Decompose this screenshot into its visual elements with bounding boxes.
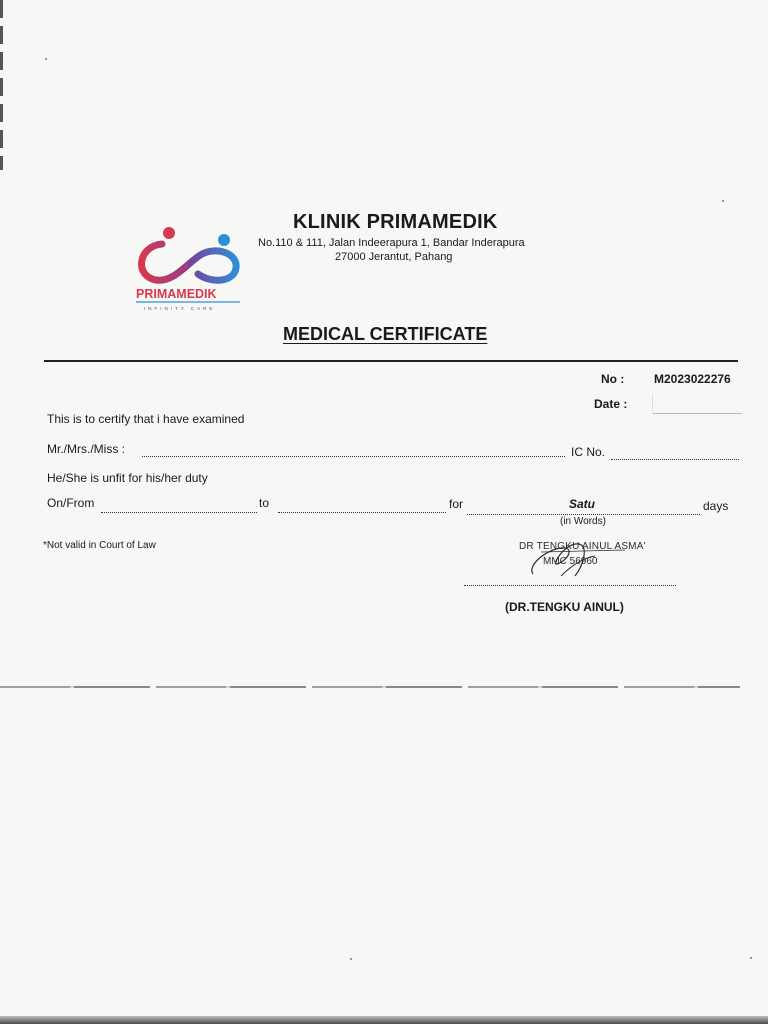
svg-text:PRIMAMEDIK: PRIMAMEDIK: [136, 287, 217, 301]
certificate-title: MEDICAL CERTIFICATE: [283, 324, 488, 344]
in-words-label: (in Words): [560, 516, 606, 527]
certificate-no-value: M2023022276: [654, 372, 731, 386]
ic-number-label: IC No.: [571, 445, 606, 459]
fold-line: [0, 686, 740, 688]
signature-stamp-name: DR TENGKU AINUL ASMA': [519, 541, 646, 552]
for-label: for: [449, 497, 464, 511]
to-date-field[interactable]: [278, 512, 446, 513]
ic-number-field[interactable]: [611, 459, 739, 460]
clinic-address-line2: 27000 Jerantut, Pahang: [335, 251, 453, 263]
certificate-no-label: No :: [601, 372, 625, 386]
date-field-edge: [652, 394, 653, 414]
patient-name-label: Mr./Mrs./Miss :: [47, 442, 125, 456]
disclaimer-text: *Not valid in Court of Law: [43, 540, 156, 551]
clinic-logo: [132, 224, 244, 312]
paper-edge: [0, 0, 3, 170]
scan-bottom-edge: [0, 1016, 768, 1024]
days-label: days: [703, 499, 729, 513]
patient-name-field[interactable]: [142, 456, 565, 457]
days-in-words-value: Satu: [569, 497, 596, 511]
signature-stamp-mmc: MMC 56960: [543, 556, 598, 567]
from-label: On/From: [47, 496, 95, 510]
date-label: Date :: [594, 397, 628, 411]
doctor-name: (DR.TENGKU AINUL): [505, 600, 624, 614]
clinic-name: KLINIK PRIMAMEDIK: [293, 211, 498, 233]
speck: [722, 200, 724, 202]
to-label: to: [259, 496, 270, 510]
certify-text: This is to certify that i have examined: [47, 412, 245, 426]
speck: [45, 58, 47, 60]
from-date-field[interactable]: [101, 512, 257, 513]
signature-line: [464, 585, 676, 586]
svg-text:INFINITY CARE: INFINITY CARE: [144, 306, 216, 311]
speck: [750, 957, 752, 959]
clinic-address-line1: No.110 & 111, Jalan Indeerapura 1, Bandar Inderapura: [258, 237, 525, 249]
unfit-text: He/She is unfit for his/her duty: [47, 471, 208, 485]
speck: [350, 958, 352, 960]
date-field[interactable]: [652, 413, 742, 414]
header-divider: [44, 360, 738, 362]
days-in-words-field[interactable]: [467, 514, 700, 515]
